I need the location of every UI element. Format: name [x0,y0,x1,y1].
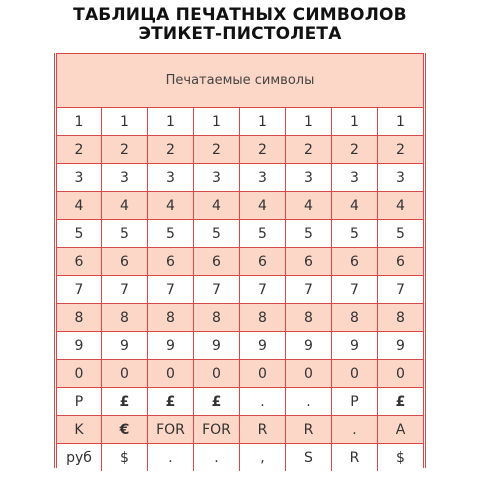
table-cell: 8 [74,309,84,326]
table-cell: 7 [239,276,285,303]
table-row [57,191,423,219]
table-cell: £ [101,388,147,415]
table-cell: R [331,444,377,471]
table-row [57,135,423,163]
table-cell: 8 [377,304,423,331]
table-row [57,359,423,387]
table-cell: 1 [239,108,285,135]
table-cell: P [74,393,84,410]
table-cell: 6 [74,253,84,270]
table-cell: 2 [147,136,193,163]
table-row [57,331,423,359]
table-cell: $ [377,444,423,471]
table-cell: 5 [193,220,239,247]
table-cell: £ [147,388,193,415]
table-cell: 9 [147,332,193,359]
table-cell: R [285,416,331,443]
table-cell: 2 [239,136,285,163]
table-cell: 6 [147,248,193,275]
table-cell: 0 [285,360,331,387]
table-cell: 8 [147,304,193,331]
table-cell: FOR [147,416,193,443]
table-cell: . [285,388,331,415]
table-cell: 3 [147,164,193,191]
table-cell: 2 [285,136,331,163]
table-cell: 7 [193,276,239,303]
table-cell: 3 [331,164,377,191]
page-title [0,6,480,44]
table-cell: 8 [239,304,285,331]
table-cell: 0 [147,360,193,387]
table-cell: 5 [147,220,193,247]
table-cell: 4 [377,192,423,219]
table-cell: 0 [239,360,285,387]
table-cell: 3 [101,164,147,191]
table-cell: 1 [285,108,331,135]
table-cell: 9 [239,332,285,359]
table-cell: 8 [331,304,377,331]
table-row [57,107,423,135]
table-cell: 7 [74,281,84,298]
table-cell: 0 [331,360,377,387]
table-cell: 1 [74,113,84,130]
table-row [57,387,423,415]
table-cell: £ [377,388,423,415]
table-cell: . [331,416,377,443]
table-cell: 2 [377,136,423,163]
table-cell: R [239,416,285,443]
table-cell: 5 [377,220,423,247]
table-cell: 6 [331,248,377,275]
table-cell: 9 [101,332,147,359]
table-cell: P [331,388,377,415]
table-cell: 0 [74,365,84,382]
table-cell: 1 [147,108,193,135]
table-cell: 1 [101,108,147,135]
table-cell: 4 [285,192,331,219]
table-cell: . [147,444,193,471]
symbols-table [56,53,424,468]
table-cell: 6 [193,248,239,275]
table-cell: 6 [285,248,331,275]
table-cell: 4 [239,192,285,219]
table-cell: 2 [193,136,239,163]
table-cell: 7 [377,276,423,303]
table-cell: € [101,416,147,443]
table-cell: 1 [377,108,423,135]
table-cell: A [377,416,423,443]
title-line-2: ЭТИКЕТ-ПИСТОЛЕТА [138,24,342,44]
table-cell: 4 [193,192,239,219]
table-cell: 6 [101,248,147,275]
table-cell: 9 [74,337,84,354]
table-row [57,303,423,331]
table-right-border [425,53,426,468]
table-cell: 3 [285,164,331,191]
table-cell: 9 [377,332,423,359]
table-cell: 4 [74,197,84,214]
table-cell: 7 [285,276,331,303]
table-cell: 9 [285,332,331,359]
table-cell: 2 [74,141,84,158]
table-cell: 5 [239,220,285,247]
table-row [57,219,423,247]
title-line-1: ТАБЛИЦА ПЕЧАТНЫХ СИМВОЛОВ [73,5,407,25]
table-cell: S [285,444,331,471]
table-cell: 3 [377,164,423,191]
table-cell: 7 [101,276,147,303]
table-cell: $ [101,444,147,471]
table-cell: 5 [331,220,377,247]
table-cell: FOR [193,416,239,443]
table-cell: 3 [239,164,285,191]
table-cell: 9 [193,332,239,359]
table-cell: руб [66,449,92,466]
table-cell: 9 [331,332,377,359]
table-cell: 3 [193,164,239,191]
table-cell: 5 [101,220,147,247]
table-cell: . [193,444,239,471]
table-left-border [54,53,55,468]
table-cell: 2 [331,136,377,163]
table-cell: 4 [101,192,147,219]
table-body [57,107,423,471]
table-row [57,163,423,191]
table-cell: 0 [101,360,147,387]
table-cell: 0 [377,360,423,387]
table-cell: 4 [147,192,193,219]
table-cell: 8 [193,304,239,331]
table-cell: 1 [331,108,377,135]
table-cell: 8 [101,304,147,331]
table-cell: 3 [74,169,84,186]
table-row [57,443,423,471]
table-cell: 7 [147,276,193,303]
table-cell: . [239,388,285,415]
table-cell: £ [193,388,239,415]
table-cell: 8 [285,304,331,331]
table-cell: 5 [74,225,84,242]
table-cell: 4 [331,192,377,219]
table-cell: K [74,421,84,438]
table-cell: 6 [239,248,285,275]
table-row [57,275,423,303]
table-cell: 0 [193,360,239,387]
table-row [57,415,423,443]
table-cell: 2 [101,136,147,163]
table-row [57,247,423,275]
table-cell: 6 [377,248,423,275]
table-cell: , [239,444,285,471]
table-cell: 7 [331,276,377,303]
table-cell: 1 [193,108,239,135]
table-header: Печатаемые символы [57,54,423,107]
table-cell: 5 [285,220,331,247]
